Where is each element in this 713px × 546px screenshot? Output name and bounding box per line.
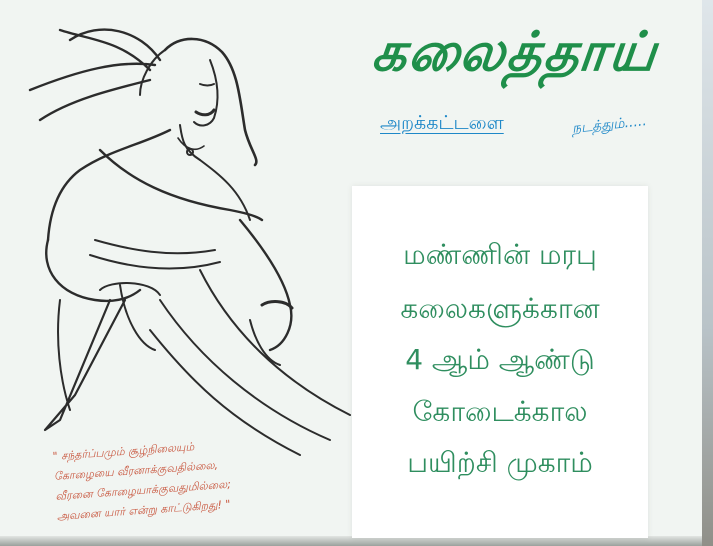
organization-title: கலைத்தாய் bbox=[369, 20, 662, 83]
warrior-illustration bbox=[0, 0, 360, 470]
main-line-2: கலைகளுக்கான bbox=[400, 292, 600, 325]
main-line-1: மண்ணின் மரபு bbox=[403, 238, 597, 271]
background-edge bbox=[702, 0, 713, 546]
main-line-4: கோடைக்கால bbox=[412, 395, 588, 428]
main-line-3: 4 ஆம் ஆண்டு bbox=[405, 343, 595, 376]
quote-line-1: " சந்தர்ப்பமும் சூழ்நிலையும் bbox=[52, 440, 195, 463]
presented-by-text: நடத்தும்..... bbox=[571, 113, 648, 137]
quote-line-4: அவனை யார் என்று காட்டுகிறது! " bbox=[56, 497, 231, 523]
organization-subtitle: அறக்கட்டளை bbox=[380, 112, 504, 134]
quote-line-3: வீரனை கோழையாக்குவதுமில்லை; bbox=[54, 477, 232, 503]
quote-line-2: கோழையை வீரனாக்குவதில்லை, bbox=[53, 458, 219, 483]
main-line-5: பயிற்சி முகாம் bbox=[407, 446, 593, 479]
